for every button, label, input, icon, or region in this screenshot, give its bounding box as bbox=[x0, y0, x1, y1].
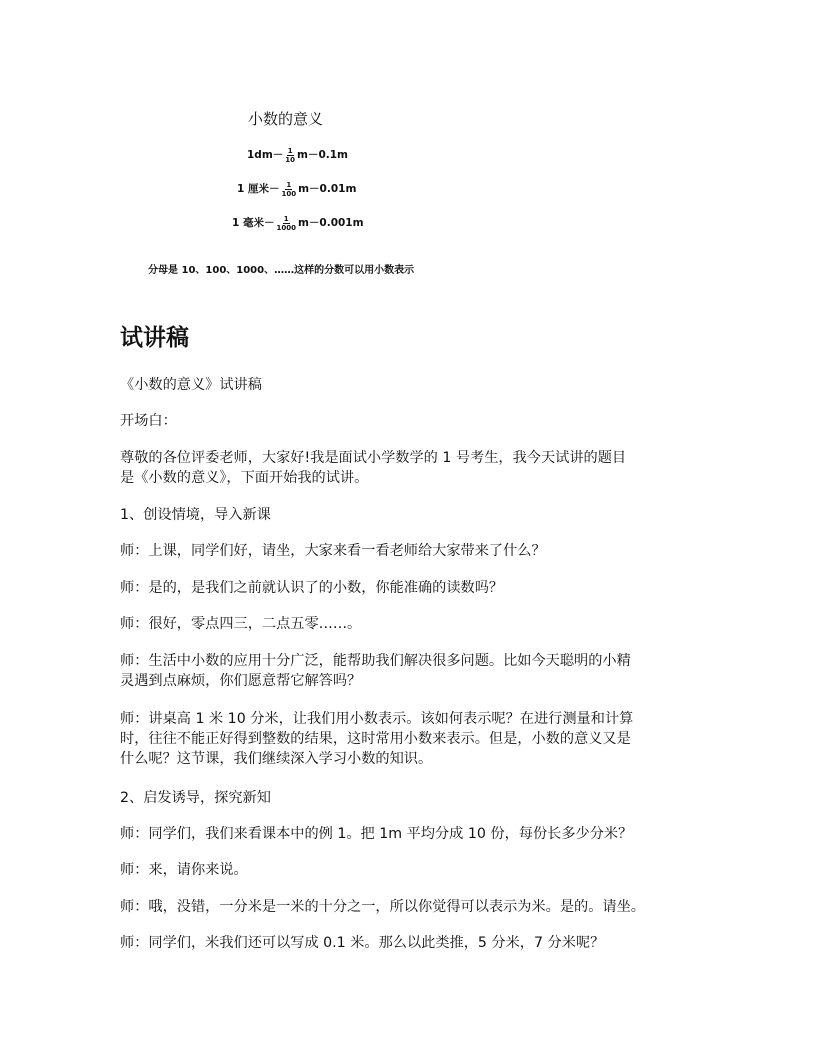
paragraph-line: 开场白： bbox=[120, 413, 177, 429]
paragraph-line: 灵遇到点麻烦，你们愿意帮它解答吗？ bbox=[120, 673, 362, 689]
paragraph-line: 师：很好，零点四三，二点五零……。 bbox=[120, 616, 362, 632]
paragraph-line: 1、创设情境，导入新课 bbox=[120, 507, 271, 523]
paragraph bbox=[120, 651, 710, 691]
section-heading-1 bbox=[120, 505, 710, 525]
section-heading-2 bbox=[120, 788, 710, 808]
equation-right: m－0.01m bbox=[298, 183, 357, 195]
paragraph bbox=[120, 824, 710, 844]
equation-centimeter bbox=[237, 180, 356, 197]
paragraph bbox=[120, 860, 710, 880]
paragraph bbox=[120, 578, 710, 598]
equation-millimeter bbox=[232, 214, 364, 231]
equation-right: m－0.001m bbox=[297, 217, 364, 229]
paragraph-line: 师：哦，没错，一分米是一米的十分之一，所以你觉得可以表示为米。是的。请坐。 bbox=[120, 899, 645, 915]
paragraph-line: 什么呢？这节课，我们继续深入学习小数的知识。 bbox=[120, 751, 433, 767]
page-heading: 试讲稿 bbox=[120, 325, 189, 351]
equation-decimeter bbox=[247, 146, 348, 163]
equation-left: 1 厘米－ bbox=[237, 183, 280, 195]
paragraph bbox=[120, 541, 710, 561]
paragraph bbox=[120, 614, 710, 634]
paragraph bbox=[120, 933, 710, 953]
paragraph-greeting bbox=[120, 448, 710, 488]
fraction-numerator: 1 bbox=[283, 215, 289, 223]
paragraph-title bbox=[120, 375, 710, 395]
paragraph bbox=[120, 709, 710, 769]
paragraph-line: 师：生活中小数的应用十分广泛，能帮助我们解决很多问题。比如今天聪明的小精 bbox=[120, 653, 631, 669]
paragraph-line: 师：来，请你来说。 bbox=[120, 862, 248, 878]
fraction-denominator: 100 bbox=[281, 190, 297, 198]
figure-title: 小数的意义 bbox=[248, 110, 324, 128]
fraction bbox=[284, 147, 296, 164]
fraction-denominator: 1000 bbox=[276, 224, 296, 232]
equation-right: m－0.1m bbox=[297, 149, 348, 161]
paragraph-line: 师：同学们，我们来看课本中的例 1。把 1m 平均分成 10 份，每份长多少分米？ bbox=[120, 826, 633, 842]
fraction bbox=[275, 215, 296, 232]
figure-note: 分母是 10、100、1000、……这样的分数可以用小数表示 bbox=[148, 265, 415, 276]
paragraph-line: 尊敬的各位评委老师，大家好!我是面试小学数学的 1 号考生，我今天试讲的题目 bbox=[120, 450, 627, 466]
equation-left: 1 毫米－ bbox=[232, 217, 275, 229]
paragraph-line: 师：上课，同学们好，请坐，大家来看一看老师给大家带来了什么？ bbox=[120, 543, 546, 559]
paragraph-line: 师：同学们，米我们还可以写成 0.1 米。那么以此类推，5 分米，7 分米呢？ bbox=[120, 935, 605, 951]
paragraph-line: 师：是的，是我们之前就认识了的小数，你能准确的读数吗？ bbox=[120, 580, 504, 596]
fraction-numerator: 1 bbox=[287, 147, 293, 155]
paragraph-line: 《小数的意义》试讲稿 bbox=[120, 377, 262, 393]
equation-left: 1dm－ bbox=[247, 149, 284, 161]
fraction-denominator: 10 bbox=[285, 156, 296, 164]
fraction bbox=[280, 181, 297, 198]
paragraph-line: 是《小数的意义》，下面开始我的试讲。 bbox=[120, 470, 369, 486]
paragraph-opening bbox=[120, 411, 710, 431]
paragraph bbox=[120, 897, 710, 917]
paragraph-line: 2、启发诱导，探究新知 bbox=[120, 790, 271, 806]
paragraph-line: 师：讲桌高 1 米 10 分米，让我们用小数表示。该如何表示呢？在进行测量和计算 bbox=[120, 711, 634, 727]
paragraph-line: 时，往往不能正好得到整数的结果，这时常用小数来表示。但是，小数的意义又是 bbox=[120, 731, 631, 747]
fraction-numerator: 1 bbox=[286, 181, 292, 189]
